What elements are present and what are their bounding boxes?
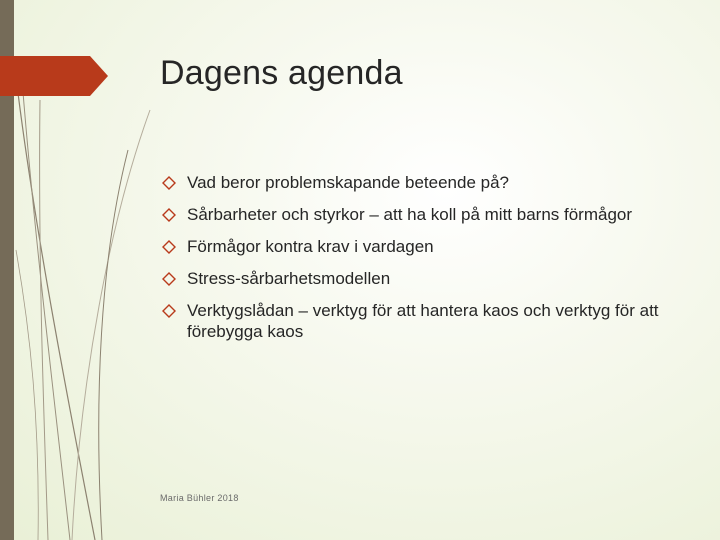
diamond-outline-icon — [162, 240, 176, 254]
agenda-item-text: Vad beror problemskapande beteende på? — [187, 173, 509, 192]
agenda-item — [160, 268, 680, 289]
agenda-item-text: Verktygslådan – verktyg för att hantera kaos och verktyg för att förebygga kaos — [187, 301, 659, 341]
title-accent-tab — [0, 56, 108, 96]
agenda-item-text: Stress-sårbarhetsmodellen — [187, 269, 391, 288]
slide-title: Dagens agenda — [160, 54, 403, 92]
agenda-item — [160, 204, 680, 225]
diamond-outline-icon — [162, 208, 176, 222]
agenda-item — [160, 172, 680, 193]
agenda-item-text: Sårbarheter och styrkor – att ha koll på mitt barns förmågor — [187, 205, 633, 224]
diamond-outline-icon — [162, 304, 176, 318]
diamond-outline-icon — [162, 272, 176, 286]
agenda-item — [160, 236, 680, 257]
agenda-item — [160, 300, 680, 342]
agenda-list — [160, 172, 680, 353]
diamond-outline-icon — [162, 176, 176, 190]
agenda-item-text: Förmågor kontra krav i vardagen — [187, 237, 434, 256]
slide-footer: Maria Bühler 2018 — [160, 493, 239, 503]
